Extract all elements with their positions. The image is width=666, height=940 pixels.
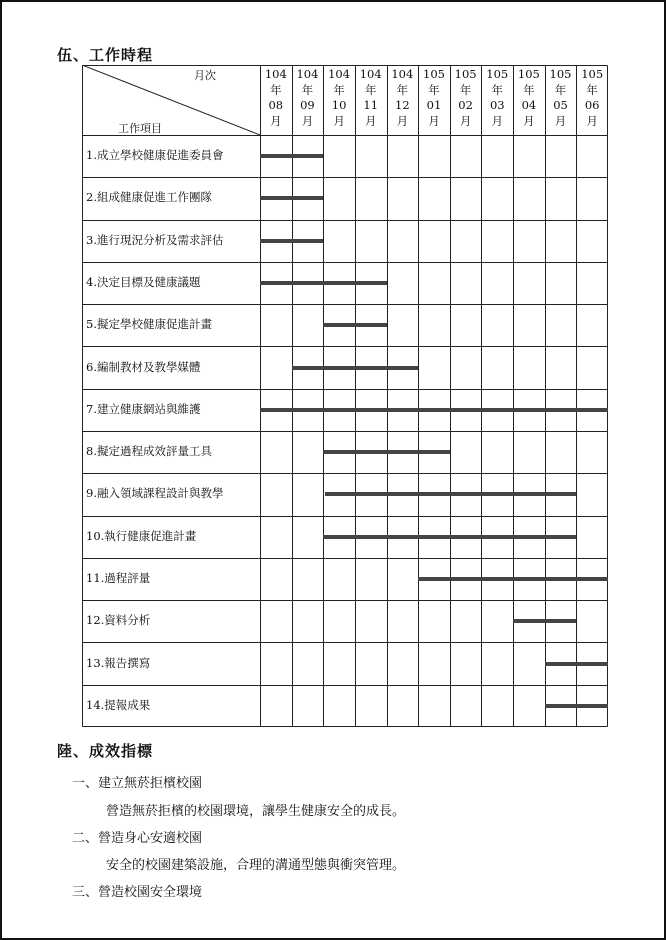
month-header-year: 104	[328, 67, 351, 81]
section-5-title: 伍、工作時程	[57, 46, 154, 64]
month-header-yue: 月	[554, 113, 567, 128]
task-label: 9.融入領域課程設計與教學	[86, 486, 224, 501]
task-label: 3.進行現況分析及需求評估	[86, 232, 224, 247]
indicator-1-heading: 一、建立無菸拒檳校園	[72, 776, 203, 791]
month-header-month: 06	[584, 98, 600, 112]
month-header-yue: 月	[333, 113, 345, 128]
task-label: 14.提報成果	[86, 697, 151, 712]
month-header-month: 08	[268, 98, 284, 112]
month-header-year: 105	[423, 67, 445, 81]
month-header-yue: 月	[396, 113, 409, 128]
month-header	[513, 65, 545, 135]
work-schedule-table	[82, 65, 608, 727]
month-header-nian: 年	[554, 82, 567, 97]
month-header-nian: 年	[459, 82, 472, 97]
month-header-nian: 年	[523, 82, 535, 97]
month-header	[323, 65, 355, 135]
section-6-title: 陸、成效指標	[57, 742, 154, 760]
month-header-year: 104	[296, 67, 319, 81]
month-header-nian: 年	[301, 82, 314, 97]
month-header-month: 09	[300, 98, 315, 112]
task-bar	[418, 577, 608, 581]
task-label: 4.決定目標及健康議題	[86, 275, 201, 289]
month-header	[450, 65, 482, 135]
month-header-year: 105	[517, 67, 540, 81]
month-header-month: 05	[553, 98, 568, 112]
month-header-yue: 月	[523, 113, 535, 128]
month-header-month: 11	[363, 98, 379, 112]
month-header-year: 104	[359, 67, 382, 81]
month-header	[387, 65, 419, 135]
month-header-year: 105	[454, 67, 477, 81]
task-label: 11.過程評量	[86, 571, 151, 585]
month-header-month: 10	[331, 98, 347, 112]
task-bar	[513, 619, 576, 623]
indicator-3-heading: 三、營造校園安全環境	[72, 885, 203, 900]
header-diagonal-line	[82, 65, 260, 135]
month-header	[481, 65, 513, 135]
month-header-year: 104	[264, 67, 287, 81]
table-grid-lines	[82, 65, 608, 727]
month-header-month: 02	[458, 98, 473, 112]
month-header-month: 04	[521, 98, 537, 112]
task-bar	[260, 408, 608, 412]
month-header-yue: 月	[459, 113, 472, 128]
month-header-year: 104	[391, 67, 414, 81]
month-header-year: 105	[486, 67, 509, 81]
task-label: 7.建立健康網站與維護	[86, 401, 201, 416]
task-bar	[260, 239, 323, 243]
task-bar	[323, 535, 576, 539]
month-header-month: 12	[395, 98, 410, 112]
month-header	[545, 65, 577, 135]
task-bar	[545, 662, 608, 666]
task-label: 12.資料分析	[86, 613, 151, 628]
month-header-nian: 年	[364, 82, 377, 97]
month-header-nian: 年	[428, 82, 440, 97]
month-header-year: 105	[581, 67, 604, 81]
indicator-1-body: 營造無菸拒檳的校園環境，讓學生健康安全的成長。	[106, 804, 406, 819]
header-task-label: 工作項目	[118, 122, 162, 135]
month-header-yue: 月	[428, 113, 440, 128]
month-header-nian: 年	[396, 82, 409, 97]
task-label: 8.擬定過程成效評量工具	[86, 444, 212, 459]
month-header-yue: 月	[301, 113, 314, 128]
month-header	[418, 65, 450, 135]
task-bar	[323, 323, 386, 327]
task-bar	[545, 704, 608, 708]
task-label: 10.執行健康促進計畫	[86, 528, 197, 543]
indicator-2-body: 安全的校園建築設施，合理的溝通型態與衝突管理。	[106, 858, 406, 873]
month-header-yue: 月	[270, 113, 282, 128]
month-header	[260, 65, 292, 135]
indicator-2-heading: 二、營造身心安適校園	[72, 831, 203, 846]
task-bar	[260, 196, 323, 200]
month-header-nian: 年	[586, 82, 598, 97]
month-header-year: 105	[549, 67, 572, 81]
header-month-label: 月次	[194, 69, 216, 82]
task-bar	[323, 450, 450, 454]
task-label: 6.編制教材及教學媒體	[86, 359, 201, 374]
month-header-nian: 年	[333, 82, 345, 97]
month-header-month: 01	[426, 98, 442, 112]
task-label: 1.成立學校健康促進委員會	[86, 148, 224, 163]
month-header-yue: 月	[491, 113, 504, 128]
task-bar	[325, 492, 577, 496]
month-header-month: 03	[489, 98, 505, 112]
month-header-yue: 月	[586, 113, 598, 128]
month-header	[292, 65, 324, 135]
month-header-nian: 年	[270, 82, 282, 97]
task-label: 2.組成健康促進工作團隊	[86, 190, 212, 205]
month-header-yue: 月	[364, 113, 377, 128]
month-header	[576, 65, 608, 135]
month-header	[355, 65, 387, 135]
task-bar	[292, 366, 419, 370]
task-bar	[260, 281, 387, 285]
month-header-nian: 年	[491, 82, 504, 97]
task-bar	[260, 154, 323, 158]
task-label: 13.報告撰寫	[86, 655, 151, 670]
task-label: 5.擬定學校健康促進計畫	[86, 317, 212, 332]
